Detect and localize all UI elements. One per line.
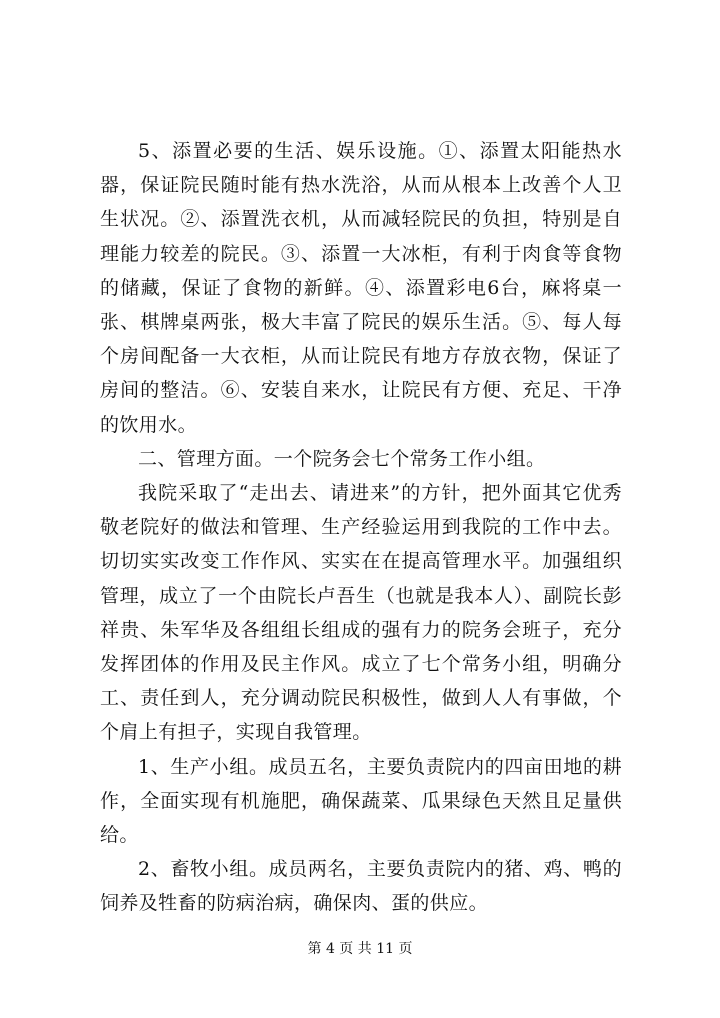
paragraph-facilities: 5、添置必要的生活、娱乐设施。①、添置太阳能热水器，保证院民随时能有热水洗浴，从而从根本上改善个人卫生状况。②、添置洗衣机，从而减轻院民的负担，特别是自理能力较差的院民。③、添置一大冰柜，有利于肉食等食物的储藏，保证了食物的新鲜。④、添置彩电6台，麻将桌一张、棋牌桌两张，极大丰富了院民的娱乐生活。⑤、每人每个房间配备一大衣柜，从而让院民有地方存放衣物，保证了房间的整洁。⑥、安装自来水，让院民有方便、充足、干净的饮用水。 xyxy=(100,140,622,436)
paragraph-management-policy: 我院采取了“走出去、请进来”的方针，把外面其它优秀敬老院好的做法和管理、生产经验运用到我院的工作中去。切切实实改变工作作风、实实在在提高管理水平。加强组织管理，成立了一个由院长卢吾生（也就是我本人）、副院长彭祥贵、朱军华及各组组长组成的强有力的院务会班子，充分发挥团体的作用及民主作风。成立了七个常务小组，明确分工、责任到人，充分调动院民积极性，做到人人有事做，个个肩上有担子，实现自我管理。 xyxy=(100,482,622,744)
document-body xyxy=(100,134,622,921)
page-number-footer: 第 4 页 共 11 页 xyxy=(307,941,413,957)
paragraph-management-heading: 二、管理方面。一个院务会七个常务工作小组。 xyxy=(138,447,546,470)
paragraph-livestock-group: 2、畜牧小组。成员两名，主要负责院内的猪、鸡、鸭的饲养及牲畜的防病治病，确保肉、蛋的供应。 xyxy=(100,858,622,915)
paragraph-production-group: 1、生产小组。成员五名，主要负责院内的四亩田地的耕作，全面实现有机施肥，确保蔬菜、瓜果绿色天然且足量供给。 xyxy=(100,755,622,847)
